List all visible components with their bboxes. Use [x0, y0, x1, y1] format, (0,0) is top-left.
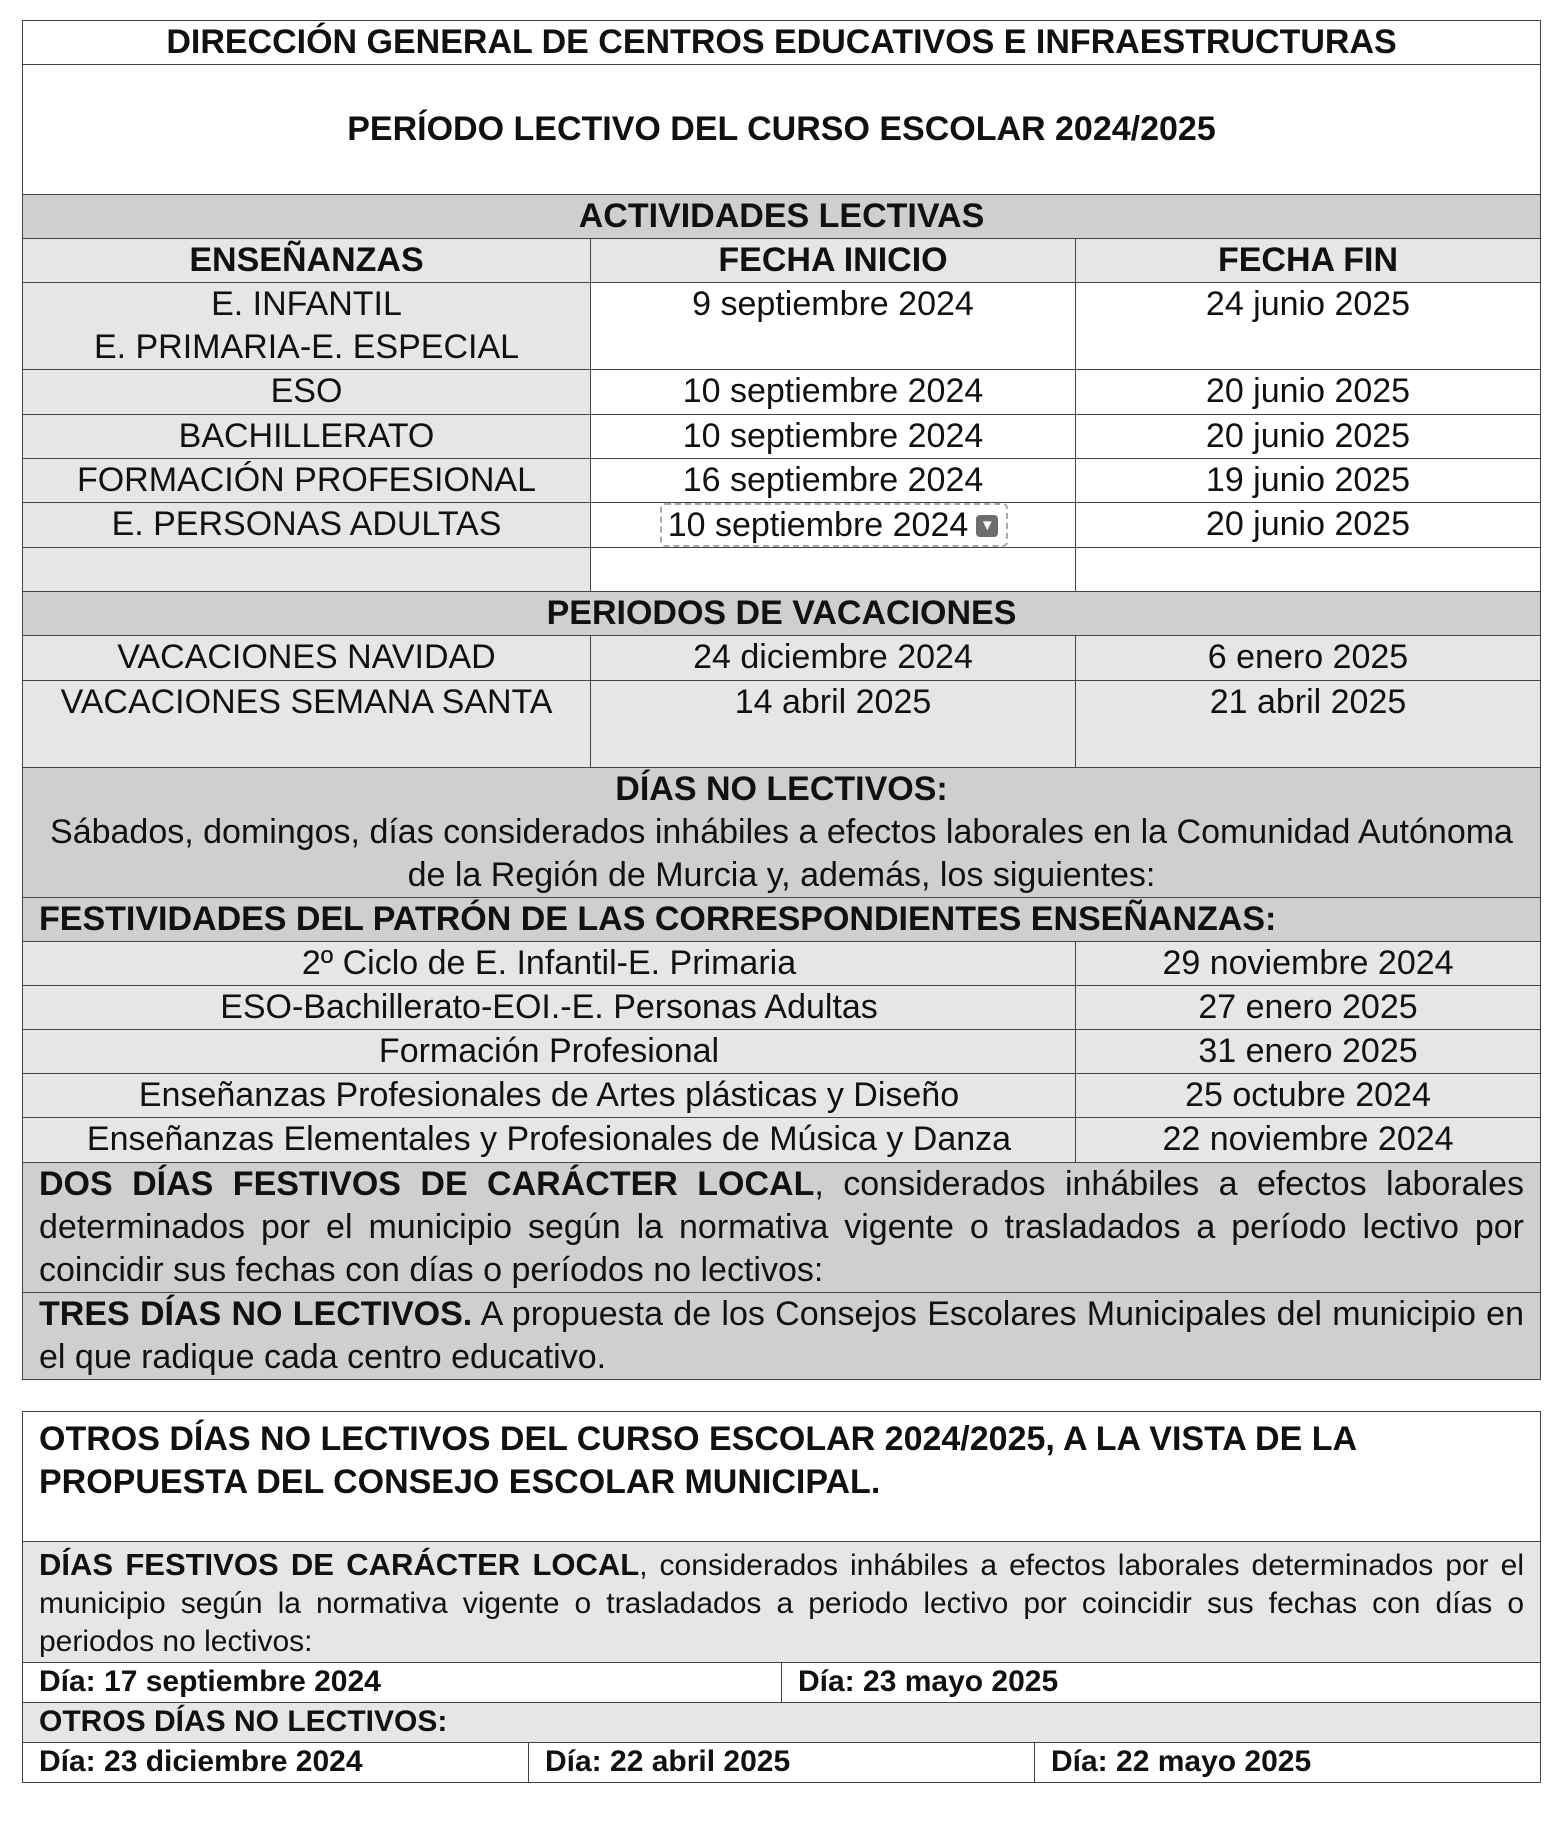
empty-cell	[591, 548, 1076, 592]
empty-cell	[1076, 548, 1541, 592]
directorate-title: DIRECCIÓN GENERAL DE CENTROS EDUCATIVOS E INFRAESTRUCTURAS	[23, 21, 1541, 65]
festividad-name: ESO-Bachillerato-EOI.-E. Personas Adultas	[23, 986, 1076, 1030]
festivos-local-bold: DOS DÍAS FESTIVOS DE CARÁCTER LOCAL	[39, 1165, 815, 1203]
otros-title: OTROS DÍAS NO LECTIVOS DEL CURSO ESCOLAR 2024/2025, A LA VISTA DE LA PROPUESTA DEL CONSEJO ESCOLAR MUNICIPAL.	[23, 1412, 1541, 1542]
calendar-table	[22, 20, 1541, 1380]
otros-no-lectivos-title: OTROS DÍAS NO LECTIVOS:	[23, 1703, 1541, 1743]
festividades-title: FESTIVIDADES DEL PATRÓN DE LAS CORRESPONDIENTES ENSEÑANZAS:	[23, 898, 1541, 942]
otro-day-cell: Día: 23 diciembre 2024	[23, 1743, 529, 1783]
ensenanza-cell: ESO	[23, 370, 591, 415]
fecha-inicio-cell: 14 abril 2025	[591, 681, 1076, 768]
empty-cell	[23, 548, 591, 592]
otros-dias-table	[22, 1411, 1541, 1783]
ensenanza-label: E. INFANTIL	[211, 285, 402, 323]
local-day-cell: Día: 17 septiembre 2024	[23, 1663, 782, 1703]
vacaciones-name: VACACIONES SEMANA SANTA	[23, 681, 591, 768]
festividad-date: 22 noviembre 2024	[1076, 1118, 1541, 1163]
ensenanza-cell: E. PERSONAS ADULTAS	[23, 503, 591, 548]
festividad-name: Enseñanzas Profesionales de Artes plásticas y Diseño	[23, 1074, 1076, 1118]
table-row	[23, 503, 1541, 548]
fecha-fin-cell: 20 junio 2025	[1076, 415, 1541, 459]
period-title: PERÍODO LECTIVO DEL CURSO ESCOLAR 2024/2025	[23, 65, 1541, 195]
table-row	[23, 681, 1541, 768]
festividad-date: 31 enero 2025	[1076, 1030, 1541, 1074]
column-header: ENSEÑANZAS	[23, 239, 591, 283]
festividad-date: 25 octubre 2024	[1076, 1074, 1541, 1118]
table-row	[23, 415, 1541, 459]
no-lectivos-text: Sábados, domingos, días considerados inhábiles a efectos laborales en la Comunidad Autónoma de la Región de Murcia y, además, los siguientes:	[50, 813, 1513, 894]
tres-dias-section	[23, 1293, 1541, 1380]
table-row	[23, 986, 1541, 1030]
otro-day-cell: Día: 22 mayo 2025	[1035, 1743, 1541, 1783]
table-row	[23, 283, 1541, 370]
fecha-fin-cell: 20 junio 2025	[1076, 370, 1541, 415]
fecha-inicio-cell: 9 septiembre 2024	[591, 283, 1076, 370]
ensenanza-cell: BACHILLERATO	[23, 415, 591, 459]
fecha-fin-cell: 21 abril 2025	[1076, 681, 1541, 768]
otros-festivos-section	[23, 1542, 1541, 1663]
otros-festivos-bold: DÍAS FESTIVOS DE CARÁCTER LOCAL	[39, 1547, 640, 1582]
table-row	[23, 1074, 1541, 1118]
fecha-fin-cell: 19 junio 2025	[1076, 459, 1541, 503]
ensenanza-label: E. PRIMARIA-E. ESPECIAL	[93, 328, 520, 366]
date-dropdown[interactable]	[660, 503, 1009, 547]
festividad-date: 29 noviembre 2024	[1076, 942, 1541, 986]
tres-dias-bold: TRES DÍAS NO LECTIVOS.	[39, 1295, 473, 1333]
festividad-date: 27 enero 2025	[1076, 986, 1541, 1030]
table-row	[23, 636, 1541, 681]
fecha-fin-cell: 24 junio 2025	[1076, 283, 1541, 370]
table-row	[23, 459, 1541, 503]
festivos-local-section	[23, 1163, 1541, 1293]
festividad-name: 2º Ciclo de E. Infantil-E. Primaria	[23, 942, 1076, 986]
no-lectivos-section	[23, 768, 1541, 898]
fecha-fin-cell: 6 enero 2025	[1076, 636, 1541, 681]
vacaciones-name: VACACIONES NAVIDAD	[23, 636, 591, 681]
column-header: FECHA INICIO	[591, 239, 1076, 283]
vacaciones-title: PERIODOS DE VACACIONES	[23, 592, 1541, 636]
otros-festivos-text: , considerados inhábiles a efectos laborales determinados por el municipio según la normativa vigente o trasladados a periodo lectivo por coincidir sus fechas con días o periodos no lectivos:	[39, 1549, 1524, 1658]
festivos-local-text: , considerados inhábiles a efectos laborales determinados por el municipio según la normativa vigente o trasladados a período lectivo por coincidir sus fechas con días o períodos no lectivos:	[39, 1165, 1524, 1289]
actividades-header-row	[23, 239, 1541, 283]
tres-dias-text: A propuesta de los Consejos Escolares Municipales del municipio en el que radique cada centro educativo.	[39, 1295, 1524, 1376]
fecha-inicio-cell: 10 septiembre 2024	[591, 370, 1076, 415]
local-days-row	[23, 1663, 1541, 1703]
table-row	[23, 1118, 1541, 1163]
fecha-inicio-cell: 24 diciembre 2024	[591, 636, 1076, 681]
actividades-title: ACTIVIDADES LECTIVAS	[23, 195, 1541, 239]
dropdown-value: 10 septiembre 2024	[667, 506, 969, 544]
festividad-name: Enseñanzas Elementales y Profesionales de Música y Danza	[23, 1118, 1076, 1163]
ensenanza-cell	[23, 283, 591, 370]
ensenanza-cell: FORMACIÓN PROFESIONAL	[23, 459, 591, 503]
empty-row	[23, 548, 1541, 592]
table-row	[23, 942, 1541, 986]
no-lectivos-title: DÍAS NO LECTIVOS:	[615, 770, 948, 808]
chevron-down-icon[interactable]: ▼	[976, 515, 998, 537]
otro-day-cell: Día: 22 abril 2025	[529, 1743, 1035, 1783]
fecha-inicio-cell	[591, 503, 1076, 548]
table-row	[23, 1030, 1541, 1074]
fecha-fin-cell: 20 junio 2025	[1076, 503, 1541, 548]
table-row	[23, 370, 1541, 415]
fecha-inicio-cell: 16 septiembre 2024	[591, 459, 1076, 503]
festividad-name: Formación Profesional	[23, 1030, 1076, 1074]
otros-days-row	[23, 1743, 1541, 1783]
column-header: FECHA FIN	[1076, 239, 1541, 283]
fecha-inicio-cell: 10 septiembre 2024	[591, 415, 1076, 459]
local-day-cell: Día: 23 mayo 2025	[782, 1663, 1541, 1703]
